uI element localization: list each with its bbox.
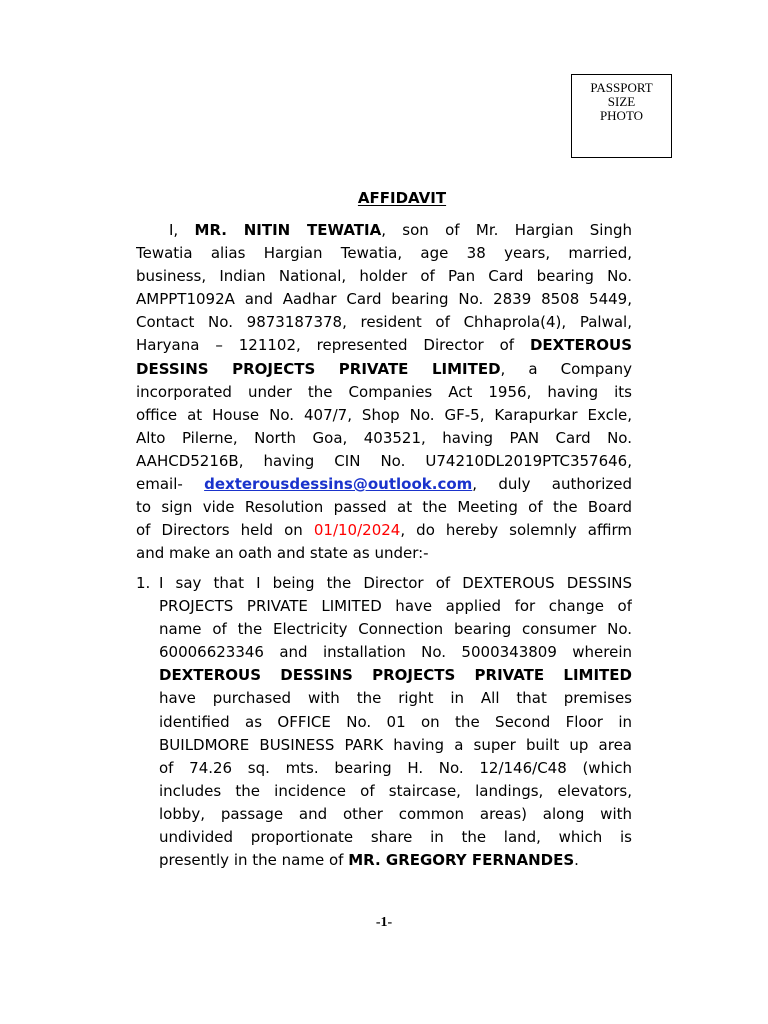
photo-box-line: SIZE <box>607 94 636 109</box>
text-line: I, MR. NITIN TEWATIA, son of Mr. Hargian Singh <box>169 221 632 239</box>
photo-box-line: PHOTO <box>599 108 644 123</box>
text-line: AMPPT1092A and Aadhar Card bearing No. 2839 8508 5449, <box>136 290 632 309</box>
text-line: name of the Electricity Connection bearing consumer No. <box>159 620 632 639</box>
list-item-body <box>159 572 632 872</box>
text-line: undivided proportionate share in the land, which is <box>159 828 632 847</box>
text-line: lobby, passage and other common areas) along with <box>159 804 632 823</box>
company-name: DESSINS PROJECTS PRIVATE LIMITED <box>136 359 501 378</box>
deponent-name: MR. NITIN TEWATIA <box>194 221 382 239</box>
photo-box-line: PASSPORT <box>590 80 653 95</box>
document-title: AFFIDAVIT <box>357 189 447 207</box>
text-line: to sign vide Resolution passed at the Meeting of the Board <box>136 498 632 517</box>
list-item-number: 1. <box>136 574 151 592</box>
text-line: Contact No. 9873187378, resident of Chhaprola(4), Palwal, <box>136 313 632 332</box>
text-line: of Directors held on 01/10/2024, do hereby solemnly affirm <box>136 521 632 540</box>
company-name: DEXTEROUS DESSINS PROJECTS PRIVATE LIMITED <box>159 666 632 685</box>
text-line: and make an oath and state as under:- <box>136 544 429 563</box>
text-line: I say that I being the Director of DEXTEROUS DESSINS <box>159 574 632 592</box>
text-line: presently in the name of MR. GREGORY FERNANDES. <box>159 851 579 870</box>
text-line: includes the incidence of staircase, landings, elevators, <box>159 781 632 800</box>
text-line: identified as OFFICE No. 01 on the Second Floor in <box>159 712 632 731</box>
text-line: DESSINS PROJECTS PRIVATE LIMITED, a Company <box>136 359 632 378</box>
text-line: BUILDMORE BUSINESS PARK having a super built up area <box>159 735 632 754</box>
passport-photo-box <box>571 74 672 158</box>
text-line: incorporated under the Companies Act 1956, having its <box>136 382 632 401</box>
text-line: Haryana – 121102, represented Director of DEXTEROUS <box>136 336 632 355</box>
text-line: email- dexterousdessins@outlook.com, duly authorized <box>136 475 632 494</box>
owner-name: MR. GREGORY FERNANDES <box>348 851 575 870</box>
page-number: -1- <box>375 915 393 930</box>
text-line: business, Indian National, holder of Pan Card bearing No. <box>136 267 632 286</box>
intro-paragraph <box>136 219 632 565</box>
text-line: PROJECTS PRIVATE LIMITED have applied for change of <box>159 597 632 616</box>
text-line: 60006623346 and installation No. 5000343809 wherein <box>159 643 632 662</box>
text-line: office at House No. 407/7, Shop No. GF-5, Karapurkar Excle, <box>136 405 632 424</box>
email-link[interactable]: dexterousdessins@outlook.com <box>204 475 473 494</box>
text-line: Alto Pilerne, North Goa, 403521, having PAN Card No. <box>136 428 632 447</box>
text-line: of 74.26 sq. mts. bearing H. No. 12/146/C48 (which <box>159 758 632 777</box>
resolution-date: 01/10/2024 <box>313 521 401 540</box>
text-line: have purchased with the right in All that premises <box>159 689 632 708</box>
text-line: AAHCD5216B, having CIN No. U74210DL2019PTC357646, <box>136 451 632 470</box>
text-line: Tewatia alias Hargian Tewatia, age 38 years, married, <box>136 244 632 263</box>
company-name: DEXTEROUS <box>529 336 632 355</box>
